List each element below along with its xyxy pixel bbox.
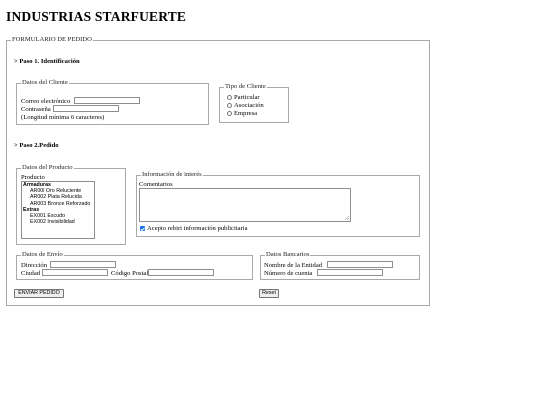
account-field[interactable] <box>317 269 383 276</box>
shipping-legend: Datos de Envío <box>22 251 63 258</box>
password-hint: (Longitud mínima 6 caracteres) <box>21 114 105 121</box>
radio-particular-circle[interactable] <box>227 95 232 100</box>
submit-order-button[interactable]: ENVIAR PEDIDO <box>14 289 64 298</box>
order-form-legend: FORMULARIO DE PEDIDO <box>12 36 92 43</box>
page-title: INDUSTRIAS STARFUERTE <box>6 9 187 24</box>
option-ex001[interactable]: EX001 Escudo <box>30 213 66 220</box>
consent-label: Acepto rebiri información publicitaria <box>147 225 248 232</box>
client-data-legend: Datos del Cliente <box>22 79 68 86</box>
city-field[interactable] <box>42 269 108 276</box>
info-legend: Información de interés <box>142 171 202 178</box>
product-label: Producto <box>21 174 45 181</box>
radio-particular-label: Particular <box>234 94 260 101</box>
radio-empresa-circle[interactable] <box>227 111 232 116</box>
optgroup-extras: Extras <box>23 206 40 213</box>
radio-empresa-label: Empresa <box>234 110 258 117</box>
address-field[interactable] <box>50 261 116 268</box>
radio-empresa[interactable] <box>227 110 257 118</box>
step-1-heading: > Paso 1. Identificación <box>14 58 80 65</box>
option-ex002[interactable]: EX002 Invisibilidad <box>30 219 75 226</box>
reset-button[interactable]: Reset <box>259 289 279 298</box>
client-type-fieldset <box>219 83 289 123</box>
product-data-legend: Datos del Producto <box>22 164 73 171</box>
consent-checkbox[interactable] <box>140 226 145 231</box>
resize-grip-icon[interactable] <box>345 216 349 220</box>
city-label: Ciudad <box>21 270 41 277</box>
bank-legend: Datos Bancarios <box>266 251 310 258</box>
option-ar002[interactable]: AR002 Plata Relucida <box>30 194 82 201</box>
postal-code-field[interactable] <box>148 269 214 276</box>
radio-asociacion-circle[interactable] <box>227 103 232 108</box>
radio-asociacion-label: Asociación <box>234 102 264 109</box>
consent-row[interactable] <box>140 225 248 233</box>
comments-label: Comentarios <box>139 181 173 188</box>
account-label: Número de cuenta <box>264 270 313 277</box>
entity-field[interactable] <box>327 261 393 268</box>
email-label: Correo electrónico <box>21 98 71 105</box>
postal-code-label: Código Postal <box>111 270 149 277</box>
step-2-heading: > Paso 2.Pedido <box>14 142 59 149</box>
address-label: Dirección <box>21 262 47 269</box>
client-type-legend: Tipo de Cliente <box>225 83 266 90</box>
option-ar001[interactable]: AR00l Oro Reluciente <box>30 188 82 195</box>
password-label: Contraseña <box>21 106 51 113</box>
entity-label: Nombre de la Entidad <box>264 262 323 269</box>
option-ar003[interactable]: AR003 Bronce Reforzado <box>30 200 91 207</box>
comments-textarea[interactable] <box>139 188 351 222</box>
radio-particular[interactable] <box>227 94 260 102</box>
password-field[interactable] <box>53 105 119 112</box>
product-select[interactable] <box>21 181 95 239</box>
email-field[interactable] <box>74 97 140 104</box>
optgroup-armaduras: Armaduras <box>23 182 51 188</box>
radio-asociacion[interactable] <box>227 102 264 110</box>
